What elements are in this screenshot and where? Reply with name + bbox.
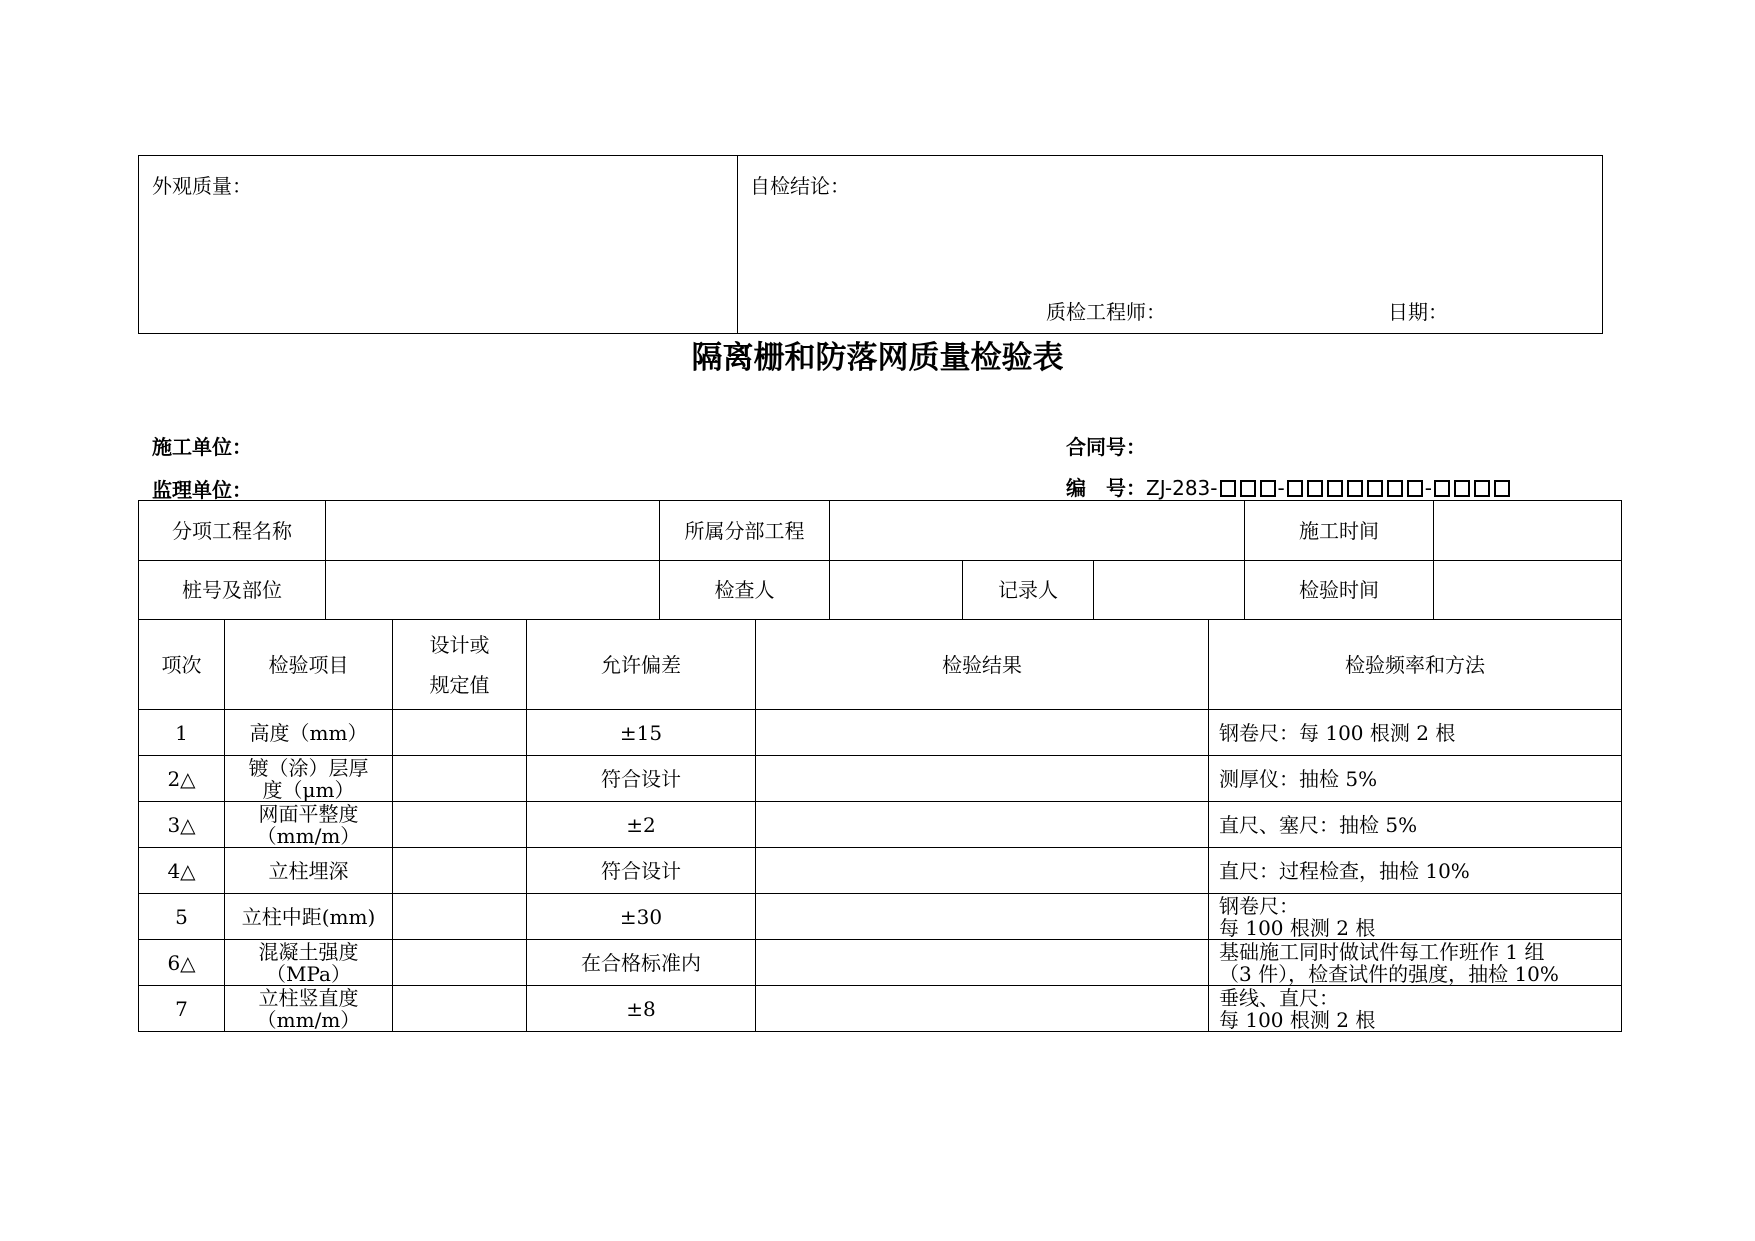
table-row [139, 802, 1622, 848]
info-table [138, 500, 1622, 620]
inspector-label: 检查人 [660, 561, 830, 620]
row-item-line2: （MPa） [266, 961, 351, 986]
number-code-box[interactable] [1474, 480, 1490, 497]
number-code-box[interactable] [1494, 480, 1510, 497]
row-item [225, 940, 393, 986]
header-tolerance: 允许偏差 [527, 620, 756, 710]
contractor-label: 施工单位： [152, 435, 252, 459]
row-method-line2: 每 100 根测 2 根 [1219, 915, 1376, 940]
row-method [1209, 756, 1622, 802]
number-code-box[interactable] [1367, 480, 1383, 497]
row-result[interactable] [756, 894, 1209, 940]
row-item-line1: 立柱中距(mm) [241, 904, 376, 929]
recorder-label: 记录人 [963, 561, 1094, 620]
row-item-line1: 立柱埋深 [268, 858, 349, 883]
table-row [139, 710, 1622, 756]
contract-no-label: 合同号： [1066, 435, 1146, 459]
row-method [1209, 848, 1622, 894]
row-item-line1: 混凝土强度 [258, 939, 359, 964]
row-tolerance: 符合设计 [527, 756, 756, 802]
row-item-line2: （mm/m） [256, 823, 361, 848]
number-code-box[interactable] [1220, 480, 1236, 497]
row-item [225, 986, 393, 1032]
row-no: 1 [139, 710, 225, 756]
number-code-box[interactable] [1454, 480, 1470, 497]
row-no: 7 [139, 986, 225, 1032]
conclusion-label: 自检结论： [750, 174, 850, 198]
row-design-value[interactable] [393, 710, 527, 756]
inspection-time-value[interactable] [1434, 561, 1622, 620]
division-label: 所属分部工程 [660, 501, 830, 561]
row-design-value[interactable] [393, 848, 527, 894]
number-code-box[interactable] [1240, 480, 1256, 497]
number-code-box[interactable] [1434, 480, 1450, 497]
table-row [139, 940, 1622, 986]
number-label: 编 号： [1066, 476, 1146, 500]
row-design-value[interactable] [393, 802, 527, 848]
row-no: 5 [139, 894, 225, 940]
row-item-line1: 网面平整度 [258, 801, 359, 826]
row-no: 6△ [139, 940, 225, 986]
row-tolerance: ±30 [527, 894, 756, 940]
row-result[interactable] [756, 710, 1209, 756]
row-method-line1: 测厚仪：抽检 5% [1219, 766, 1378, 791]
row-item [225, 710, 393, 756]
number-separator: - [1424, 476, 1432, 500]
row-item [225, 894, 393, 940]
row-design-value[interactable] [393, 756, 527, 802]
row-result[interactable] [756, 940, 1209, 986]
construction-time-value[interactable] [1434, 501, 1622, 561]
subitem-name-label: 分项工程名称 [139, 501, 326, 561]
division-value[interactable] [830, 501, 1245, 561]
row-item [225, 756, 393, 802]
table-row [139, 756, 1622, 802]
header-result: 检验结果 [756, 620, 1209, 710]
row-result[interactable] [756, 848, 1209, 894]
row-method [1209, 894, 1622, 940]
row-tolerance: 符合设计 [527, 848, 756, 894]
row-method-line1: 基础施工同时做试件每工作班作 1 组 [1219, 939, 1545, 964]
station-label: 桩号及部位 [139, 561, 326, 620]
row-item-line1: 镀（涂）层厚 [248, 755, 369, 780]
header-no: 项次 [139, 620, 225, 710]
row-no: 2△ [139, 756, 225, 802]
number-code-box[interactable] [1327, 480, 1343, 497]
row-item-line1: 立柱竖直度 [258, 985, 359, 1010]
header-item: 检验项目 [225, 620, 393, 710]
page-title: 隔离栅和防落网质量检验表 [691, 340, 1064, 376]
number-code-boxes [1218, 476, 1512, 500]
row-item-line1: 高度（mm） [249, 720, 368, 745]
subitem-name-value[interactable] [326, 501, 660, 561]
header-method: 检验频率和方法 [1209, 620, 1622, 710]
row-method [1209, 710, 1622, 756]
number-code-box[interactable] [1347, 480, 1363, 497]
header-design-line1: 设计或 [429, 632, 490, 657]
row-item [225, 848, 393, 894]
station-value[interactable] [326, 561, 660, 620]
row-method-line2: （3 件），检查试件的强度，抽检 10% [1219, 961, 1559, 986]
row-method-line1: 垂线、直尺： [1219, 985, 1339, 1010]
number-code-box[interactable] [1260, 480, 1276, 497]
row-tolerance: 在合格标准内 [527, 940, 756, 986]
number-code-box[interactable] [1287, 480, 1303, 497]
number-code-box[interactable] [1387, 480, 1403, 497]
row-tolerance: ±15 [527, 710, 756, 756]
top-box [138, 155, 1603, 334]
row-result[interactable] [756, 986, 1209, 1032]
row-tolerance: ±2 [527, 802, 756, 848]
row-method [1209, 802, 1622, 848]
top-box-divider [737, 155, 738, 334]
row-no: 3△ [139, 802, 225, 848]
row-method-line1: 钢卷尺：每 100 根测 2 根 [1219, 720, 1456, 745]
row-method-line1: 钢卷尺： [1219, 893, 1299, 918]
number-code-box[interactable] [1407, 480, 1423, 497]
date-label: 日期： [1388, 300, 1448, 324]
inspection-time-label: 检验时间 [1245, 561, 1434, 620]
row-method-line1: 直尺：过程检查，抽检 10% [1219, 858, 1470, 883]
row-method [1209, 940, 1622, 986]
number-separator: - [1277, 476, 1285, 500]
supervisor-label: 监理单位： [152, 478, 252, 502]
table-row [139, 986, 1622, 1032]
row-item-line2: （mm/m） [256, 1007, 361, 1032]
document-number [1066, 472, 1512, 501]
recorder-value[interactable] [1094, 561, 1245, 620]
construction-time-label: 施工时间 [1245, 501, 1434, 561]
number-code-box[interactable] [1307, 480, 1323, 497]
row-no: 4△ [139, 848, 225, 894]
inspection-table [138, 619, 1622, 1032]
header-design-line2: 规定值 [429, 672, 490, 697]
table-row [139, 848, 1622, 894]
row-result[interactable] [756, 756, 1209, 802]
row-tolerance: ±8 [527, 986, 756, 1032]
appearance-label: 外观质量： [152, 174, 252, 198]
inspector-value[interactable] [830, 561, 963, 620]
number-prefix: ZJ-283- [1146, 476, 1218, 500]
row-method-line2: 每 100 根测 2 根 [1219, 1007, 1376, 1032]
row-result[interactable] [756, 802, 1209, 848]
row-design-value[interactable] [393, 940, 527, 986]
row-design-value[interactable] [393, 894, 527, 940]
row-method-line1: 直尺、塞尺：抽检 5% [1219, 812, 1418, 837]
engineer-label: 质检工程师： [1046, 300, 1166, 324]
header-design [393, 620, 527, 710]
row-item [225, 802, 393, 848]
row-item-line2: 度（μm） [262, 777, 355, 802]
table-row [139, 894, 1622, 940]
row-method [1209, 986, 1622, 1032]
row-design-value[interactable] [393, 986, 527, 1032]
